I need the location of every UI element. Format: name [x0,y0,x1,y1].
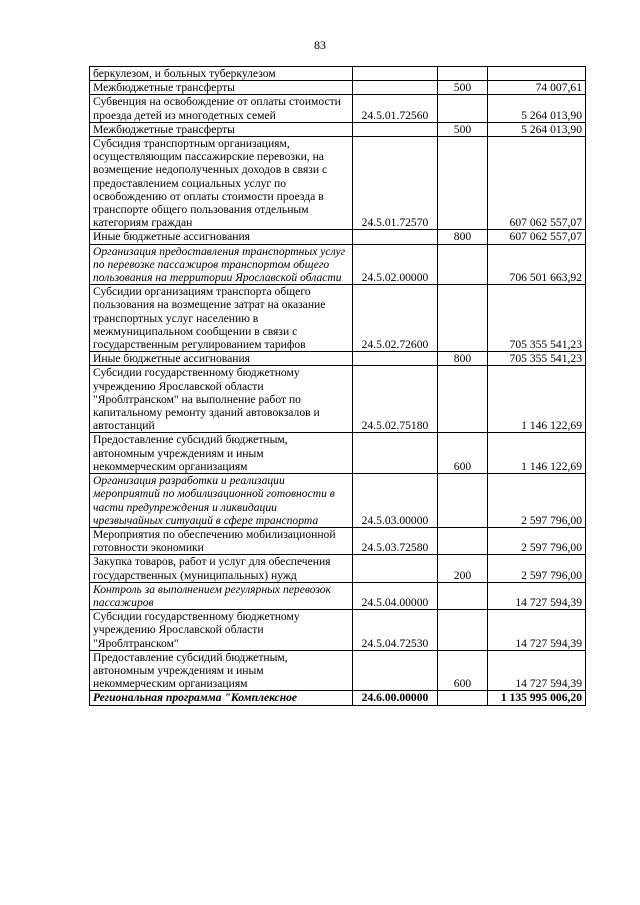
table-row [90,285,586,352]
row-code-cell: 24.6.00.00000 [353,691,438,705]
table-row [90,650,586,691]
budget-table [89,66,586,706]
row-code-cell: 24.5.04.72530 [353,610,438,651]
row-amount-cell: 5 264 013,90 [488,122,586,136]
table-row [90,352,586,366]
row-code-cell [353,67,438,81]
row-name-cell: Субсидии государственному бюджетному учреждению Ярославской области "Яроблтранском" на выполнение работ по капитальному ремонту зданий автовокзалов и автостанций [90,366,353,433]
row-name-cell: Субсидия транспортным организациям, осуществляющим пассажирские перевозки, на возмещение недополученных доходов в связи с предоставлением социальных услуг по освобождению от оплаты стоимости проезда в транспорте общего пользования отдельным категориям граждан [90,137,353,230]
row-type-cell [438,366,488,433]
row-name-cell: Организация предоставления транспортных услуг по перевозке пассажиров транспортом общего пользования на территории Ярославской области [90,244,353,285]
row-amount-cell: 2 597 796,00 [488,474,586,528]
table-row [90,95,586,122]
row-type-cell [438,691,488,705]
row-type-cell [438,582,488,609]
row-name-cell: Межбюджетные трансферты [90,122,353,136]
table-row [90,433,586,474]
row-code-cell [353,555,438,582]
row-amount-cell: 706 501 663,92 [488,244,586,285]
row-code-cell [353,650,438,691]
row-code-cell: 24.5.02.75180 [353,366,438,433]
row-name-cell: беркулезом, и больных туберкулезом [90,67,353,81]
row-code-cell [353,433,438,474]
row-code-cell: 24.5.01.72570 [353,137,438,230]
row-amount-cell: 705 355 541,23 [488,285,586,352]
row-amount-cell: 607 062 557,07 [488,230,586,244]
row-type-cell [438,474,488,528]
table-row [90,582,586,609]
row-name-cell: Субсидии государственному бюджетному учреждению Ярославской области "Яроблтранском" [90,610,353,651]
row-type-cell [438,67,488,81]
table-row [90,691,586,705]
table-row [90,527,586,554]
row-type-cell: 500 [438,81,488,95]
table-row [90,230,586,244]
row-type-cell: 600 [438,650,488,691]
table-row [90,555,586,582]
row-code-cell [353,352,438,366]
row-type-cell: 500 [438,122,488,136]
row-name-cell: Контроль за выполнением регулярных перевозок пассажиров [90,582,353,609]
row-amount-cell: 705 355 541,23 [488,352,586,366]
row-amount-cell: 1 146 122,69 [488,433,586,474]
row-code-cell: 24.5.01.72560 [353,95,438,122]
table-row [90,474,586,528]
table-row [90,366,586,433]
row-amount-cell: 607 062 557,07 [488,137,586,230]
row-amount-cell: 74 007,61 [488,81,586,95]
row-amount-cell: 14 727 594,39 [488,650,586,691]
row-amount-cell: 1 135 995 006,20 [488,691,586,705]
row-name-cell: Организация разработки и реализации мероприятий по мобилизационной готовности в части предупреждения и ликвидации чрезвычайных ситуаций в сфере транспорта [90,474,353,528]
row-name-cell: Мероприятия по обеспечению мобилизационной готовности экономики [90,527,353,554]
row-code-cell [353,122,438,136]
table-row [90,137,586,230]
row-type-cell [438,95,488,122]
row-type-cell [438,527,488,554]
row-amount-cell: 5 264 013,90 [488,95,586,122]
row-name-cell: Межбюджетные трансферты [90,81,353,95]
row-amount-cell: 14 727 594,39 [488,610,586,651]
row-amount-cell: 2 597 796,00 [488,555,586,582]
row-amount-cell: 1 146 122,69 [488,366,586,433]
row-type-cell [438,244,488,285]
row-name-cell: Иные бюджетные ассигнования [90,230,353,244]
row-name-cell: Иные бюджетные ассигнования [90,352,353,366]
row-type-cell: 800 [438,230,488,244]
table-row [90,244,586,285]
row-name-cell: Субвенция на освобождение от оплаты стоимости проезда детей из многодетных семей [90,95,353,122]
row-name-cell: Закупка товаров, работ и услуг для обеспечения государственных (муниципальных) нужд [90,555,353,582]
row-amount-cell: 2 597 796,00 [488,527,586,554]
row-name-cell: Предоставление субсидий бюджетным, автономным учреждениям и иным некоммерческим организациям [90,650,353,691]
row-code-cell: 24.5.04.00000 [353,582,438,609]
table-row [90,122,586,136]
row-type-cell: 200 [438,555,488,582]
row-name-cell: Региональная программа "Комплексное [90,691,353,705]
row-type-cell [438,610,488,651]
row-code-cell: 24.5.02.00000 [353,244,438,285]
row-type-cell [438,137,488,230]
table-row [90,610,586,651]
row-name-cell: Предоставление субсидий бюджетным, автономным учреждениям и иным некоммерческим организациям [90,433,353,474]
table-row [90,67,586,81]
row-type-cell: 800 [438,352,488,366]
budget-table-body [90,67,586,706]
row-amount-cell: 14 727 594,39 [488,582,586,609]
row-type-cell: 600 [438,433,488,474]
row-type-cell [438,285,488,352]
row-code-cell: 24.5.03.72580 [353,527,438,554]
table-row [90,81,586,95]
row-code-cell [353,81,438,95]
row-code-cell: 24.5.03.00000 [353,474,438,528]
row-name-cell: Субсидии организациям транспорта общего пользования на возмещение затрат на оказание транспортных услуг населению в межмуниципальном сообщении в связи с государственным регулированием тарифов [90,285,353,352]
row-code-cell [353,230,438,244]
row-code-cell: 24.5.02.72600 [353,285,438,352]
row-amount-cell [488,67,586,81]
page-number: 83 [314,38,326,52]
